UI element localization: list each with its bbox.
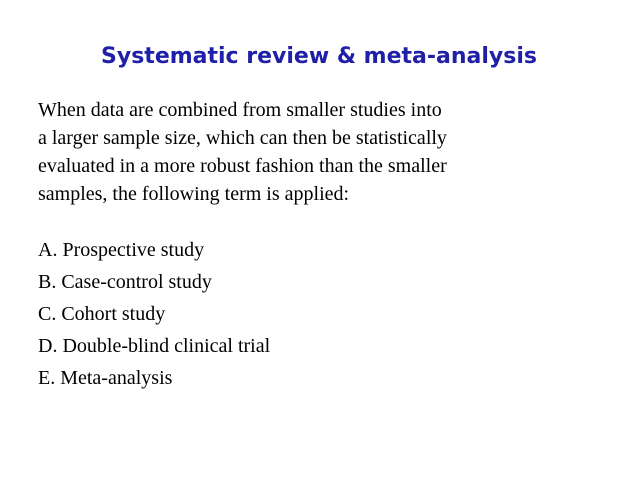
option-c: C. Cohort study <box>38 303 166 325</box>
question-line: evaluated in a more robust fashion than the smaller <box>38 155 447 177</box>
answer-options <box>38 234 618 394</box>
slide-title: Systematic review & meta-analysis <box>101 44 537 69</box>
question-line: When data are combined from smaller studies into <box>38 99 442 121</box>
option-b: B. Case-control study <box>38 271 212 293</box>
question-line: a larger sample size, which can then be statistically <box>38 127 447 149</box>
question-line: samples, the following term is applied: <box>38 183 350 205</box>
option-a: A. Prospective study <box>38 239 205 261</box>
option-e: E. Meta-analysis <box>38 367 173 389</box>
option-d: D. Double-blind clinical trial <box>38 335 271 357</box>
question-text <box>38 96 618 208</box>
